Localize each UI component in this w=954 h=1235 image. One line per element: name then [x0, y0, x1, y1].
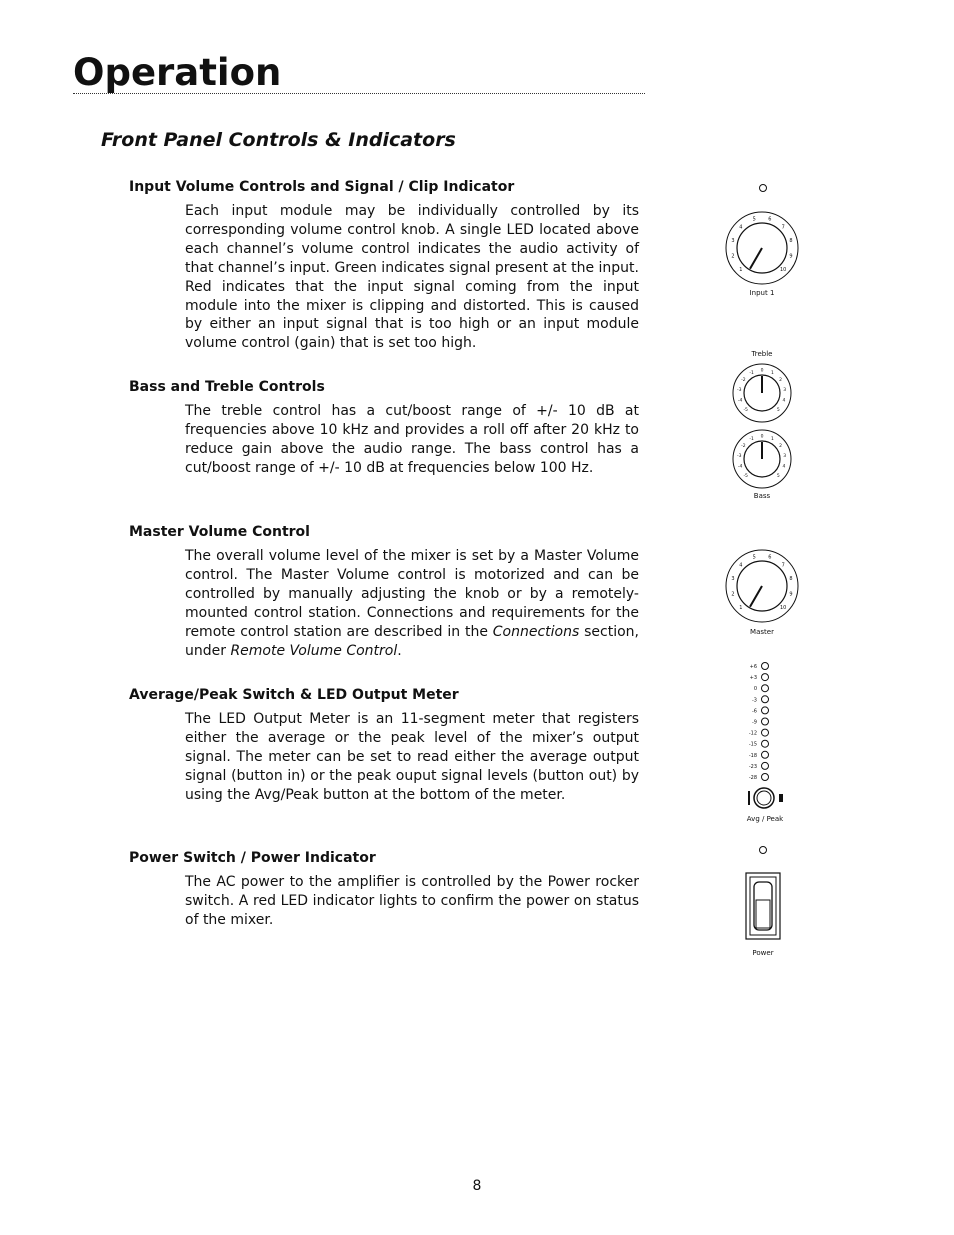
section-master-volume: [129, 523, 639, 660]
knob-scale-label: 10: [780, 266, 787, 273]
knob-scale-label: 5: [752, 216, 756, 223]
meter-level-label: 0: [753, 686, 757, 693]
section-heading: Power Switch / Power Indicator: [129, 850, 376, 866]
knob-scale-label: -5: [743, 407, 748, 413]
avg-peak-label: Avg / Peak: [746, 815, 784, 823]
meter-level-label: -28: [748, 775, 757, 781]
title-divider: [73, 93, 645, 94]
page-number: 8: [472, 1178, 482, 1194]
knob-scale-label: 5: [776, 407, 780, 413]
meter-led: [762, 685, 769, 692]
knob-scale-label: 5: [752, 554, 756, 561]
section-heading: Bass and Treble Controls: [129, 379, 325, 395]
section-body: The LED Output Meter is an 11-segment meter that registers either the average or the peak level of the mixer’s output signal. The meter can be set to read either the average output signal (button in) or the peak ouput signal levels (button out) by using the Avg/Peak button at the bottom of the meter.: [185, 711, 639, 803]
meter-led: [762, 762, 769, 769]
meter-led: [762, 751, 769, 758]
knob-scale-label: -3: [737, 453, 742, 459]
meter-led: [762, 663, 769, 670]
section-heading: Input Volume Controls and Signal / Clip Indicator: [129, 179, 515, 195]
section-subtitle: Front Panel Controls & Indicators: [101, 129, 456, 151]
meter-level-label: -12: [748, 730, 757, 737]
knob-scale-label: 1: [770, 437, 774, 442]
power-led: [760, 847, 767, 854]
section-body: The AC power to the amplifier is controlled by the Power rocker switch. A red LED indicator lights to confirm the power on status of the mixer.: [185, 874, 639, 928]
meter-led: [762, 718, 769, 725]
knob-scale-label: 7: [781, 562, 785, 569]
knob-scale-label: 2: [779, 378, 783, 383]
knob-scale-label: -1: [749, 437, 754, 442]
knob-pointer: [750, 586, 762, 607]
knob-scale-label: 5: [776, 473, 780, 479]
master-volume-knob: [726, 550, 798, 622]
section-heading: Master Volume Control: [129, 524, 310, 540]
avg-peak-button[interactable]: [748, 788, 783, 808]
meter-level-label: +6: [749, 664, 757, 670]
section-power: [129, 849, 639, 930]
knob-scale-label: 8: [789, 237, 793, 244]
knob-scale-label: -1: [749, 371, 754, 376]
power-rocker-switch[interactable]: [746, 873, 780, 939]
bass-knob: [733, 430, 791, 488]
section-body: The overall volume level of the mixer is set by a Master Volume control. The Master Volume control is motorized and can be controlled by manually adjusting the knob or by a remotely-mounted control station. Connections and requirements for the remote control station are described in the Connections section, under Remote Volume Control.: [185, 548, 639, 659]
section-avg-peak: [129, 686, 639, 805]
emphasis-connections: Connections: [492, 623, 580, 640]
input-knob-label: Input 1: [749, 289, 775, 297]
knob-scale-label: 6: [768, 554, 772, 561]
knob-pointer: [750, 248, 762, 269]
knob-scale-label: -5: [743, 473, 748, 479]
front-panel-illustration: [700, 170, 830, 970]
knob-scale-label: 1: [739, 604, 743, 611]
signal-clip-led: [760, 185, 767, 192]
meter-level-label: -18: [748, 752, 757, 759]
knob-scale-label: 4: [739, 224, 743, 231]
knob-scale-label: 2: [779, 444, 783, 449]
emphasis-remote-volume: Remote Volume Control: [230, 642, 398, 659]
knob-scale-label: 2: [731, 253, 735, 260]
knob-scale-label: -2: [741, 378, 746, 383]
section-heading: Average/Peak Switch & LED Output Meter: [129, 687, 459, 703]
meter-level-label: -9: [752, 719, 757, 726]
knob-scale-label: -4: [737, 464, 743, 470]
power-switch-label: Power: [752, 949, 774, 957]
knob-scale-label: 8: [789, 575, 793, 582]
bass-knob-label: Bass: [753, 492, 771, 500]
page-title: Operation: [73, 51, 282, 94]
meter-led: [762, 674, 769, 681]
section-body: The treble control has a cut/boost range of +/- 10 dB at frequencies above 10 kHz and provides a roll off after 20 kHz to reduce gain above the audio range. The bass control has a cut/boost range of +/- 10 dB at frequencies below 100 Hz.: [185, 403, 639, 476]
knob-scale-label: -4: [737, 398, 743, 404]
knob-scale-label: 4: [782, 398, 786, 404]
meter-level-label: +3: [749, 675, 757, 682]
meter-level-label: -23: [748, 763, 757, 770]
knob-scale-label: 9: [789, 591, 793, 598]
meter-led: [762, 729, 769, 736]
meter-level-label: -15: [748, 741, 757, 748]
input-volume-knob: [726, 212, 798, 284]
knob-scale-label: 0: [760, 434, 764, 440]
master-knob-label: Master: [750, 628, 774, 636]
knob-scale-label: -2: [741, 444, 746, 449]
meter-level-label: -3: [752, 697, 757, 704]
knob-scale-label: 0: [760, 368, 764, 374]
knob-scale-label: 3: [783, 387, 787, 393]
knob-scale-label: 3: [731, 575, 735, 582]
knob-scale-label: 6: [768, 216, 772, 223]
knob-scale-label: 1: [770, 371, 774, 376]
section-input-volume: [129, 178, 639, 353]
section-body: Each input module may be individually controlled by its corresponding volume control knob. A single LED located above each channel’s volume control indicates the audio activity of that channel’s input. Green indicates signal present at the input. Red indicates that the input signal coming from the input module into the mixer is clipping and distorted. This is caused by either an input signal that is too high or an input module volume control (gain) that is set too high.: [185, 203, 639, 352]
knob-scale-label: 3: [783, 453, 787, 459]
meter-led: [762, 707, 769, 714]
treble-knob-label: Treble: [751, 350, 773, 358]
knob-scale-label: -3: [737, 387, 742, 393]
treble-knob: [733, 364, 791, 422]
meter-level-label: -6: [752, 708, 757, 715]
meter-led: [762, 774, 769, 781]
meter-led: [762, 696, 769, 703]
knob-scale-label: 4: [782, 464, 786, 470]
knob-scale-label: 9: [789, 253, 793, 260]
knob-scale-label: 2: [731, 591, 735, 598]
section-bass-treble: [129, 378, 639, 478]
knob-scale-label: 4: [739, 562, 743, 569]
knob-scale-label: 10: [780, 604, 787, 611]
knob-scale-label: 7: [781, 224, 785, 231]
knob-scale-label: 3: [731, 237, 735, 244]
knob-scale-label: 1: [739, 266, 743, 273]
led-output-meter: [749, 663, 769, 782]
meter-led: [762, 740, 769, 747]
